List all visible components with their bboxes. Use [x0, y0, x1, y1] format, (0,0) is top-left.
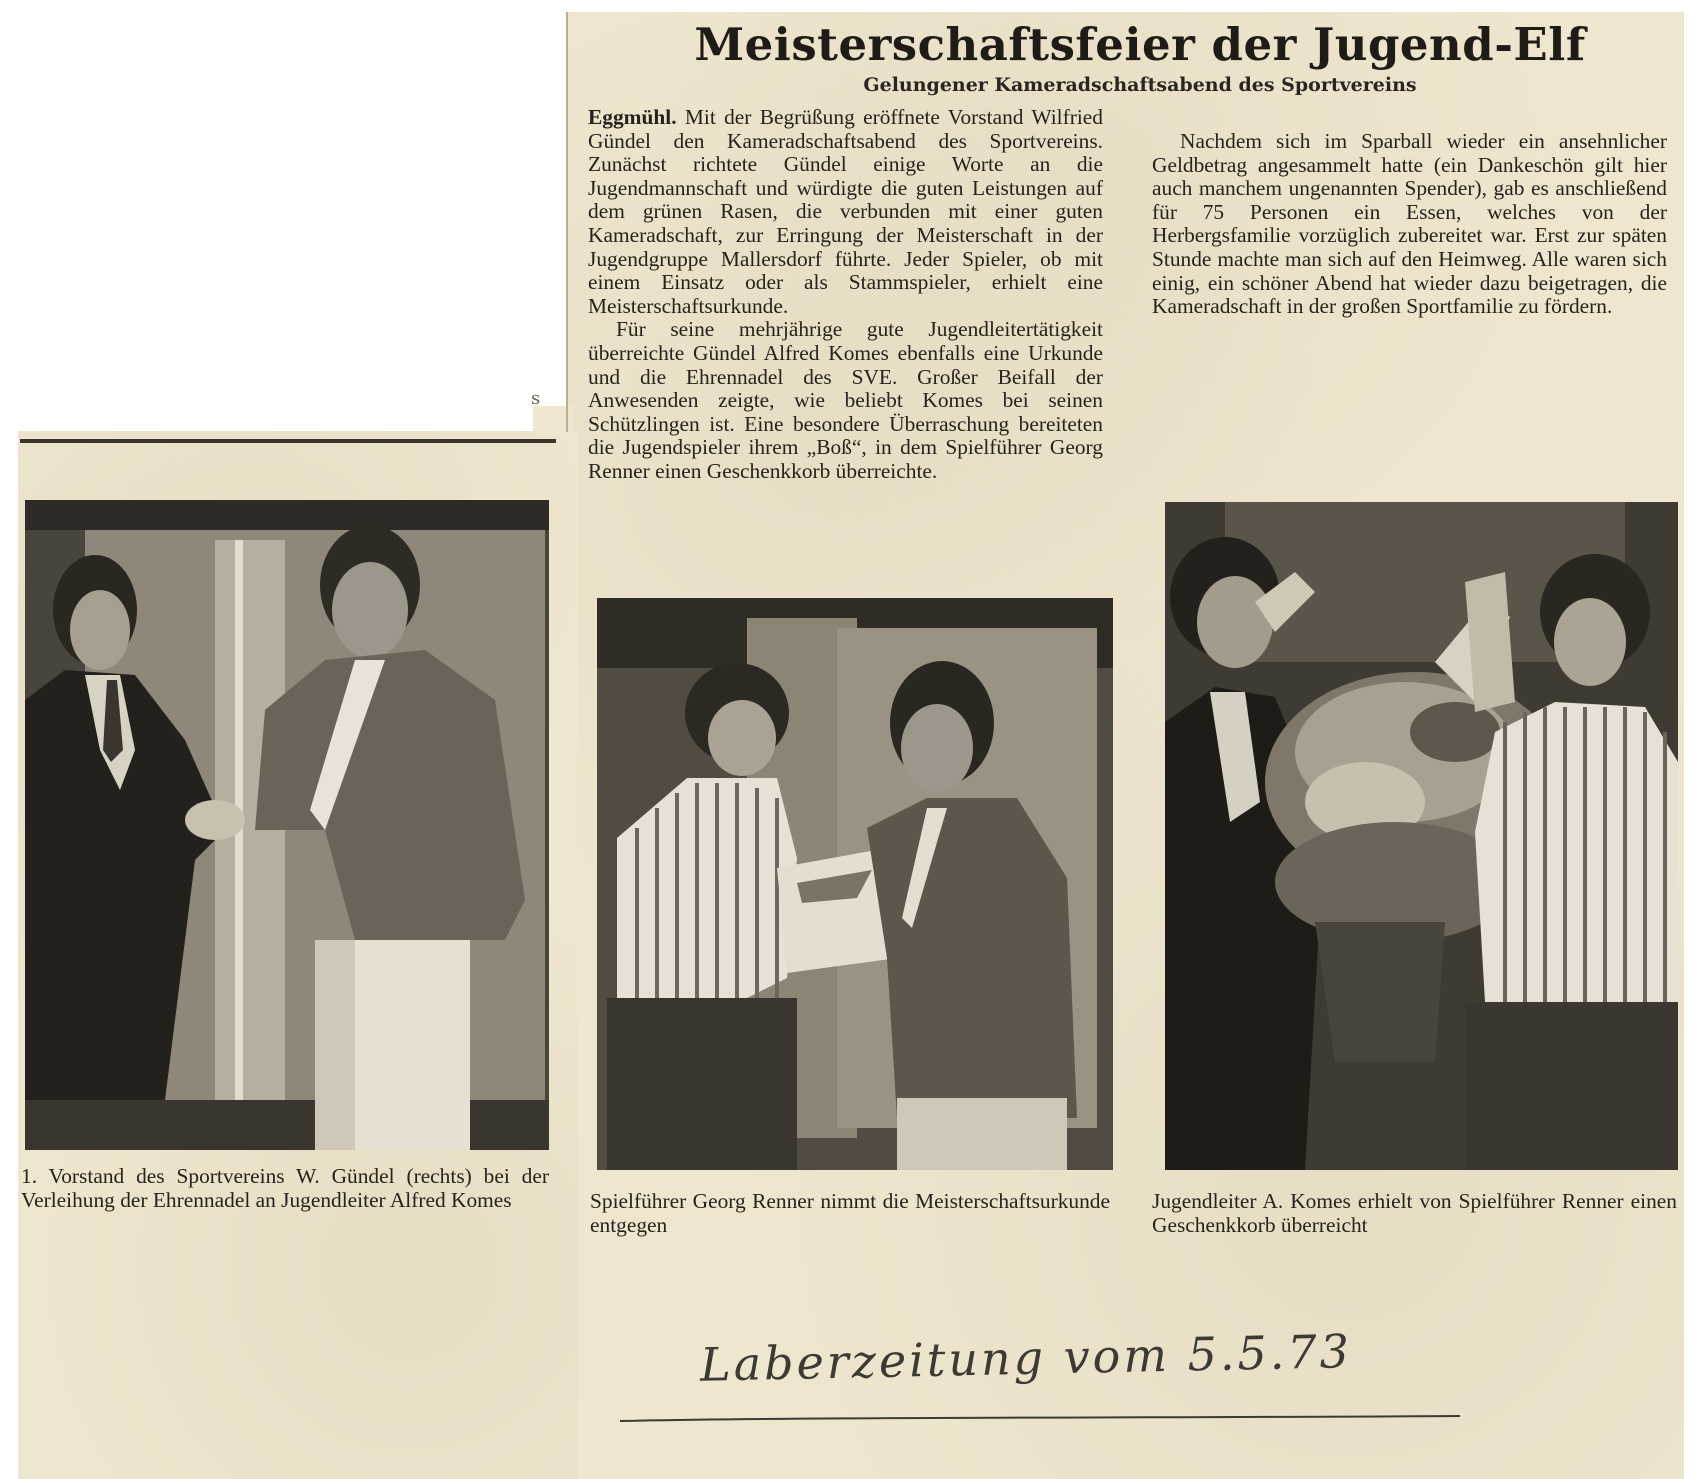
edge-fragment-text: s	[531, 388, 541, 409]
article-paragraph-1	[588, 106, 1103, 318]
paragraph-1-text: Mit der Begrüßung eröffnete Vorstand Wilfried Gündel den Kameradschaftsabend des Sportvereins. Zunächst richtete Gündel einige Worte an die Jugendmannschaft und würdigte die guten Leistungen auf dem grünen Rasen, die verbunden mit einer guten Kameradschaft, zur Erringung der Meisterschaft in der Jugendgruppe Mallersdorf führte. Jeder Spieler, ob mit einem Einsatz oder als Stammspieler, erhielt eine Meisterschaftsurkunde.	[588, 105, 1103, 318]
photo-caption-1: 1. Vorstand des Sportvereins W. Gündel (rechts) bei der Verleihung der Ehrennadel an Jugendleiter Alfred Komes	[21, 1164, 549, 1212]
column-rule	[20, 439, 556, 443]
photo-caption-2: Spielführer Georg Renner nimmt die Meisterschaftsurkunde entgegen	[590, 1189, 1110, 1237]
photo-certificate	[597, 598, 1113, 1170]
handwritten-source-note: Laberzeitung vom 5.5.73	[699, 1324, 1353, 1392]
article-column-right	[1152, 106, 1667, 319]
article-paragraph-3: Nachdem sich im Sparball wieder ein ansehnlicher Geldbetrag angesammelt hatte (ein Dankeschön gilt hier auch manchem ungenannten Spender), gab es anschließend für 75 Personen ein Essen, welches von der Herbergsfamilie vorzüglich zubereitet war. Erst zur späten Stunde machte man sich auf den Heimweg. Alle waren sich einig, ein schöner Abend hat wieder dazu beigetragen, die Kameradschaft in der großen Sportfamilie zu fördern.	[1152, 129, 1667, 319]
photo-handshake	[25, 500, 549, 1150]
photo-gift-basket	[1165, 502, 1678, 1170]
photo-1-image	[25, 500, 549, 1150]
photo-2-image	[597, 598, 1113, 1170]
dateline: Eggmühl.	[588, 105, 677, 129]
photo-caption-3: Jugendleiter A. Komes erhielt von Spielführer Renner einen Geschenkkorb überreicht	[1152, 1189, 1677, 1237]
clipping-edge-shadow	[566, 12, 568, 432]
photo-3-image	[1165, 502, 1678, 1170]
article-column-left	[588, 106, 1103, 484]
handwritten-underline	[620, 1415, 1460, 1423]
article-paragraph-2: Für seine mehrjährige gute Jugendleitertätigkeit überreichte Gündel Alfred Komes ebenfalls eine Urkunde und die Ehrennadel des SVE. Großer Beifall der Anwesenden zeigte, wie beliebt Komes bei seinen Schützlingen ist. Eine besondere Überraschung bereiteten die Jugendspieler ihrem „Boß“, in dem Spielführer Georg Renner einen Geschenkkorb überreichte.	[588, 317, 1103, 483]
subheadline: Gelungener Kameradschaftsabend des Sportvereins	[863, 74, 1417, 96]
headline: Meisterschaftsfeier der Jugend-Elf	[694, 18, 1586, 71]
